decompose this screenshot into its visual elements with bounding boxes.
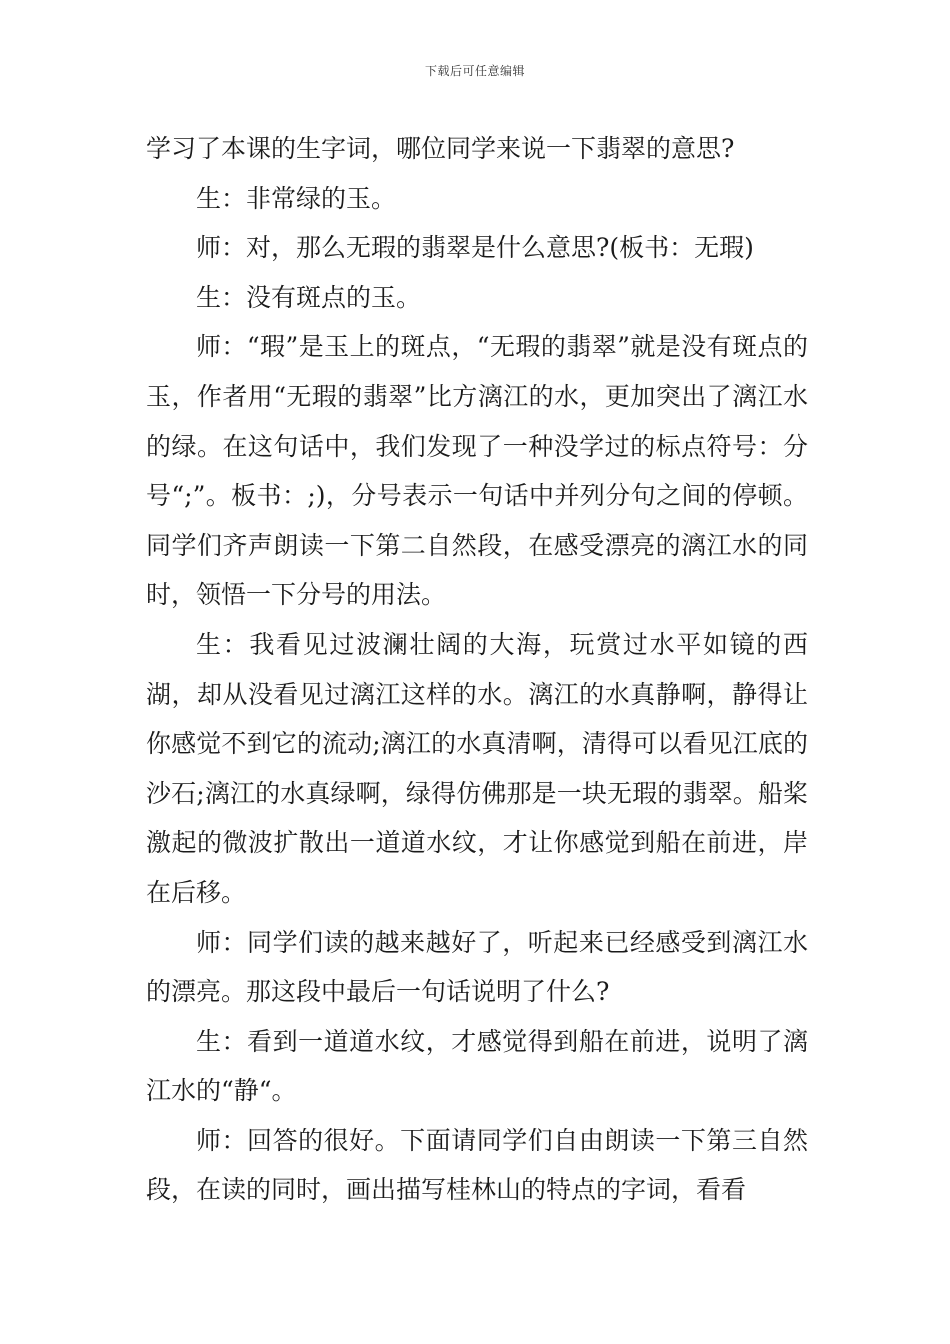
document-body <box>146 124 808 1215</box>
page-header: 下载后可任意编辑 <box>424 64 525 78</box>
paragraph-student-answer: 生：看到一道道水纹，才感觉得到船在前进，说明了漓江水的“静“。 <box>146 1026 808 1106</box>
paragraph-continuation: 学习了本课的生字词，哪位同学来说一下翡翠的意思? <box>146 134 735 163</box>
paragraph-teacher-instruction: 师：回答的很好。下面请同学们自由朗读一下第三自然段，在读的同时，画出描写桂林山的特点的字词，看看 <box>146 1125 808 1205</box>
paragraph-student-answer: 生：非常绿的玉。 <box>196 183 397 213</box>
paragraph-student-reading: 生：我看见过波澜壮阔的大海，玩赏过水平如镜的西湖，却从没看见过漓江这样的水。漓江的水真静啊，静得让你感觉不到它的流动;漓江的水真清啊，清得可以看见江底的沙石;漓江的水真绿啊，绿得仿佛那是一块无瑕的翡翠。船桨激起的微波扩散出一道道水纹，才让你感觉到船在前进，岸在后移。 <box>146 629 808 907</box>
paragraph-teacher-question: 师：对，那么无瑕的翡翠是什么意思?(板书：无瑕) <box>196 233 754 263</box>
paragraph-teacher-question: 师：同学们读的越来越好了，听起来已经感受到漓江水的漂亮。那这段中最后一句话说明了什么? <box>146 927 808 1007</box>
paragraph-teacher-explanation: 师：“瑕”是玉上的斑点，“无瑕的翡翠”就是没有斑点的玉，作者用“无瑕的翡翠”比方漓江的水，更加突出了漓江水的绿。在这句话中，我们发现了一种没学过的标点符号：分号“;”。板书：;)，分号表示一句话中并列分句之间的停顿。同学们齐声朗读一下第二自然段，在感受漂亮的漓江水的同时，领悟一下分号的用法。 <box>146 332 808 610</box>
paragraph-student-answer: 生：没有斑点的玉。 <box>196 282 422 312</box>
